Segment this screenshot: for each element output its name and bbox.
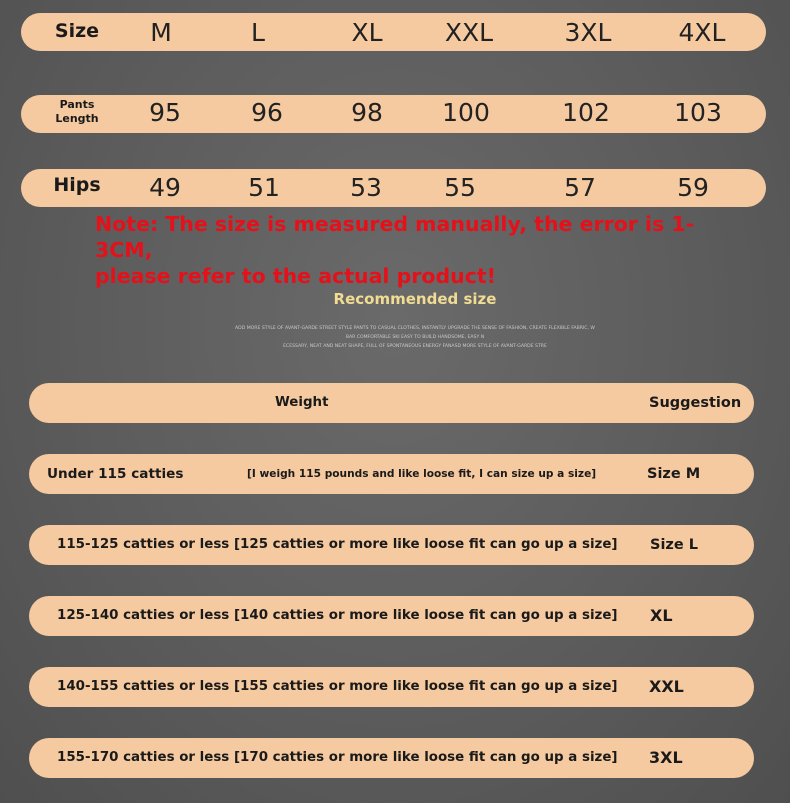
- hips-cell: 55: [444, 173, 476, 202]
- suggested-size: Size L: [650, 537, 698, 553]
- pants-length-cell: 100: [442, 98, 490, 127]
- pants-length-label-line2: Length: [55, 112, 99, 125]
- fine-print-line: ECESSARY, NEAT AND NEAT SHAPE, FULL OF SPONTANEOUS ENERGY FANASD MORE STYLE OF AVANT-GARDE STRE: [283, 344, 547, 349]
- weight-range: 125-140 catties or less [140 catties or more like loose fit can go up a size]: [57, 608, 618, 623]
- recommendation-header: [29, 383, 754, 423]
- fine-print-line: BAR COMFORTABLE SKI EASY TO BUILD HANDSOME, EASY N: [345, 335, 485, 340]
- pants-length-label: [21, 98, 133, 126]
- weight-range: Under 115 catties: [47, 466, 184, 482]
- hips-cell: 53: [350, 173, 382, 202]
- size-cell-xxl: XXL: [444, 18, 494, 47]
- hips-cell: 57: [564, 173, 596, 202]
- suggested-size: XL: [650, 606, 673, 625]
- pants-length-cell: 96: [251, 98, 283, 127]
- measurement-note: [95, 211, 735, 289]
- recommendation-row: [29, 454, 754, 494]
- hips-cell: 49: [149, 173, 181, 202]
- pants-length-cell: 95: [149, 98, 181, 127]
- recommendation-row: [29, 667, 754, 707]
- pants-length-row: [21, 95, 766, 133]
- size-cell-m: M: [150, 18, 172, 47]
- weight-range: 155-170 catties or less [170 catties or more like loose fit can go up a size]: [57, 750, 618, 765]
- hips-label: Hips: [53, 174, 101, 196]
- suggested-size: XXL: [649, 677, 684, 696]
- size-cell-l: L: [251, 18, 265, 47]
- recommendation-row: [29, 525, 754, 565]
- recommendation-row: [29, 738, 754, 778]
- recommendation-row: [29, 596, 754, 636]
- weight-header: Weight: [275, 395, 329, 410]
- size-row: [21, 13, 766, 51]
- pants-length-label-line1: Pants: [59, 98, 95, 111]
- weight-range: 140-155 catties or less [155 catties or more like loose fit can go up a size]: [57, 679, 618, 694]
- size-cell-3xl: 3XL: [564, 18, 612, 47]
- suggestion-header: Suggestion: [649, 395, 742, 411]
- weight-range: 115-125 catties or less [125 catties or more like loose fit can go up a size]: [57, 537, 618, 552]
- pants-length-cell: 98: [351, 98, 383, 127]
- hips-cell: 59: [677, 173, 709, 202]
- fine-print-line: ADD MORE STYLE OF AVANT-GARDE STREET STYLE PANTS TO CASUAL CLOTHES, INSTANTLY UPGRADE THE SENSE OF FASHION, CREATE FLEXIBLE FABRIC, W: [235, 326, 595, 331]
- hips-cell: 51: [248, 173, 280, 202]
- size-cell-xl: XL: [351, 18, 383, 47]
- size-row-label: Size: [54, 20, 100, 42]
- suggested-size: Size M: [647, 466, 701, 482]
- measurement-note-line1: Note: The size is measured manually, the error is 1-3CM,: [95, 212, 695, 262]
- measurement-note-line2: please refer to the actual product!: [95, 264, 497, 288]
- hips-row: [21, 169, 766, 207]
- weight-note: [I weigh 115 pounds and like loose fit, I can size up a size]: [247, 468, 597, 480]
- pants-length-cell: 103: [674, 98, 722, 127]
- recommended-size-title: Recommended size: [333, 290, 497, 308]
- pants-length-cell: 102: [562, 98, 610, 127]
- size-cell-4xl: 4XL: [678, 18, 726, 47]
- suggested-size: 3XL: [649, 748, 683, 767]
